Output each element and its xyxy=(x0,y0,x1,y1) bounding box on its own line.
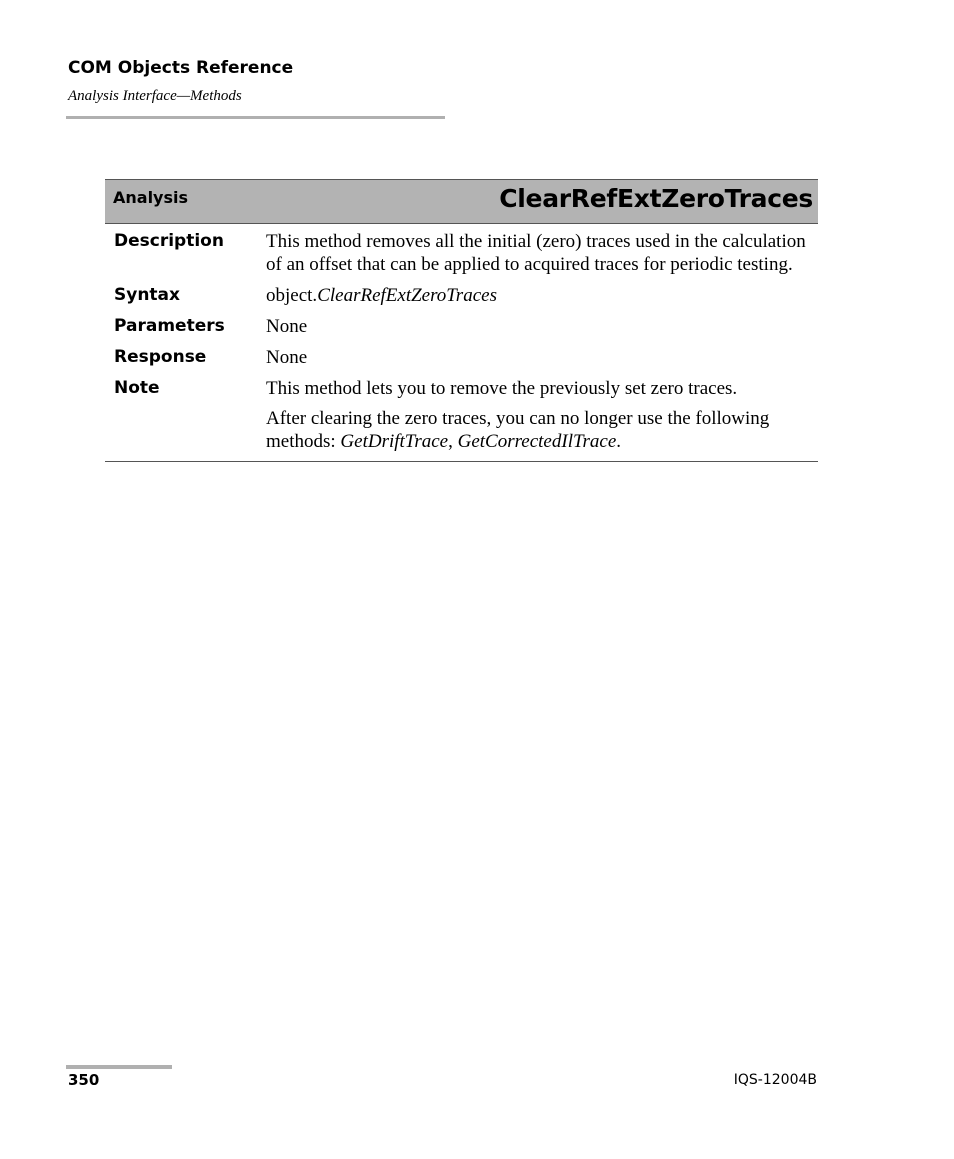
parameters-label: Parameters xyxy=(114,316,225,336)
syntax-prefix: object. xyxy=(266,285,318,306)
parameters-text xyxy=(266,315,818,338)
note-end-punctuation: . xyxy=(616,431,621,452)
note-label: Note xyxy=(114,378,160,398)
response-row xyxy=(105,346,818,369)
response-text xyxy=(266,346,818,369)
description-paragraph: This method removes all the initial (zero) traces used in the calculation of an offset that can be applied to acquired traces for periodic testing. xyxy=(266,231,806,275)
description-label: Description xyxy=(114,231,224,251)
note-text xyxy=(266,377,818,453)
footer-divider xyxy=(66,1065,172,1069)
note-method-drift-trace: GetDriftTrace xyxy=(340,431,449,452)
syntax-row xyxy=(105,284,818,307)
note-paragraph-1: This method lets you to remove the previously set zero traces. xyxy=(266,378,738,399)
method-reference-table xyxy=(105,179,818,462)
syntax-method: ClearRefExtZeroTraces xyxy=(317,285,497,306)
note-separator: , xyxy=(448,431,458,452)
note-paragraph-2-intro: After clearing the zero traces, you can no longer use the following methods: xyxy=(266,408,770,452)
parameters-value: None xyxy=(266,316,308,337)
note-paragraph-2 xyxy=(266,407,810,453)
description-row xyxy=(105,230,818,276)
parameters-row xyxy=(105,315,818,338)
header-divider xyxy=(66,116,445,119)
description-text xyxy=(266,230,818,276)
running-header-title: COM Objects Reference xyxy=(68,58,294,78)
page-number: 350 xyxy=(68,1071,100,1089)
syntax-label: Syntax xyxy=(114,285,180,305)
note-method-corrected-trace: GetCorrectedIlTrace xyxy=(457,431,617,452)
response-value: None xyxy=(266,347,308,368)
interface-group-label: Analysis xyxy=(113,188,189,207)
method-title-bar xyxy=(105,180,818,224)
document-code: IQS-12004B xyxy=(733,1072,817,1088)
response-label: Response xyxy=(114,347,207,367)
running-header-subtitle: Analysis Interface—Methods xyxy=(68,88,242,104)
method-title: ClearRefExtZeroTraces xyxy=(499,184,813,213)
note-row xyxy=(105,377,818,453)
syntax-text xyxy=(266,284,818,307)
